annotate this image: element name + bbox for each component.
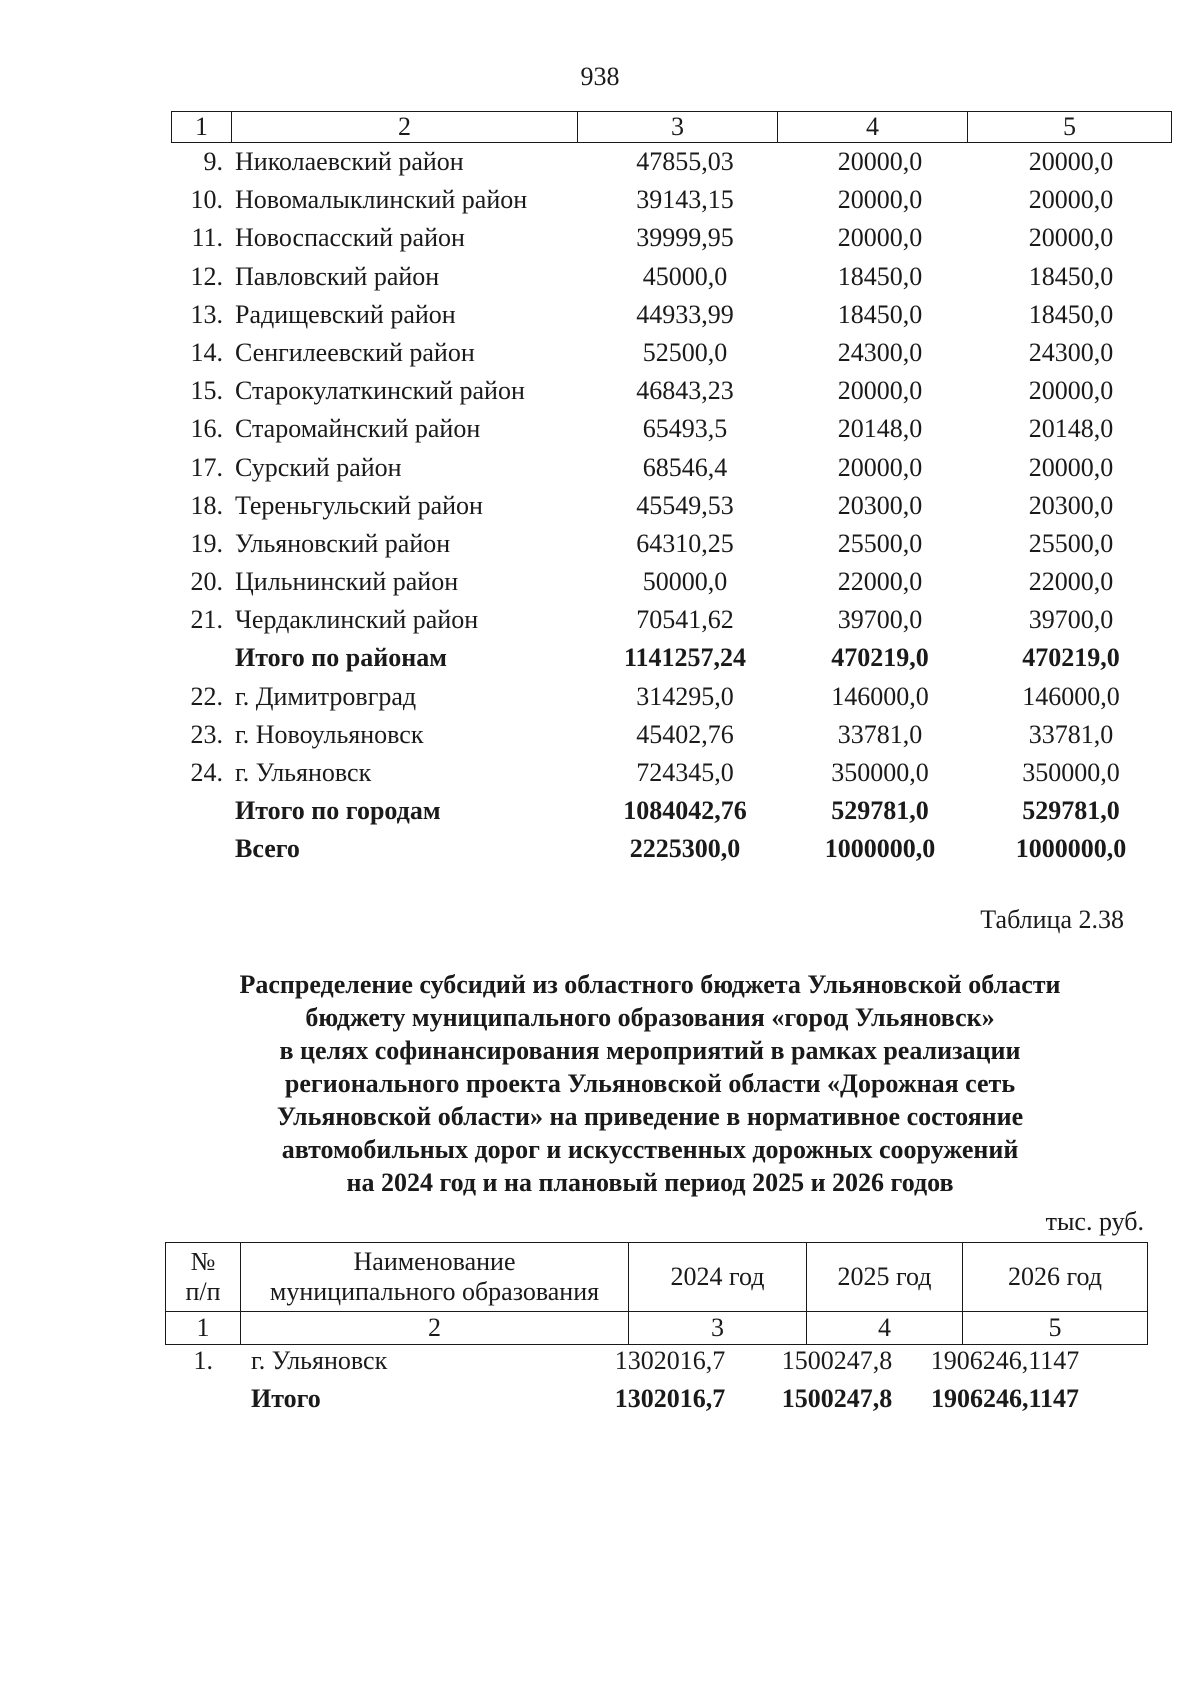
cell-v4: 25500,0: [837, 528, 923, 558]
cell-v4: 18450,0: [837, 299, 923, 329]
table-row: [171, 258, 1171, 296]
table2-index-3: 3: [629, 1312, 807, 1345]
cell-v4: 24300,0: [837, 337, 923, 367]
cell-num: 1.: [193, 1346, 213, 1375]
cell-v5: 146000,0: [1022, 681, 1120, 711]
cell-name: Всего: [235, 834, 300, 864]
cell-num: 14.: [190, 337, 223, 367]
cell-name: Чердаклинский район: [235, 605, 479, 635]
table1-header-col2: 2: [232, 112, 578, 143]
cell-v4: 22000,0: [837, 567, 923, 597]
cell-b: 1500247,8: [781, 1384, 893, 1413]
cell-v3: 39999,95: [636, 223, 734, 253]
cell-v3: 47855,03: [636, 147, 734, 176]
cell-v5: 39700,0: [1028, 605, 1114, 635]
table-row: [171, 792, 1171, 830]
cell-v3: 64310,25: [636, 528, 734, 558]
title-line: автомобильных дорог и искусственных дорожных сооружений: [281, 1135, 1019, 1164]
cell-v4: 20148,0: [837, 414, 923, 444]
cell-v4: 20000,0: [837, 452, 923, 482]
cell-num: [165, 1380, 213, 1418]
table2-index-5: 5: [963, 1312, 1148, 1345]
cell-v4: 20300,0: [837, 490, 923, 520]
cell-num: 13.: [190, 299, 223, 329]
cell-name: Старокулаткинский район: [235, 376, 525, 406]
cell-name: Павловский район: [235, 261, 440, 291]
cell-b: 1500247,8: [781, 1346, 893, 1375]
cell-num: 19.: [190, 528, 223, 558]
cell-v3: 46843,23: [636, 376, 734, 406]
table-row: [171, 716, 1171, 754]
table2-index-4: 4: [807, 1312, 963, 1345]
cell-v5: 470219,0: [1022, 643, 1120, 673]
table2-index-2: 2: [241, 1312, 629, 1345]
title-line: Ульяновской области» на приведение в нормативное состояние: [276, 1102, 1024, 1131]
cell-v5: 1000000,0: [1015, 834, 1127, 864]
table-row: [171, 410, 1171, 448]
table2-header-2026: 2026 год: [963, 1243, 1148, 1312]
table1-header-col1: 1: [172, 112, 232, 143]
cell-v4: 529781,0: [831, 796, 929, 826]
cell-name: Итого: [251, 1384, 321, 1413]
cell-c: 1906246,1147: [930, 1346, 1080, 1375]
table-row: [171, 487, 1171, 525]
table-row: [165, 1342, 1155, 1380]
table1-header-col3: 3: [578, 112, 778, 143]
cell-num: 12.: [190, 261, 223, 291]
table-label: Таблица 2.38: [980, 905, 1124, 934]
cell-v4: 20000,0: [837, 185, 923, 215]
cell-v5: 25500,0: [1028, 528, 1114, 558]
cell-num: 18.: [190, 490, 223, 520]
cell-v3: 50000,0: [642, 567, 728, 597]
cell-v3: 44933,99: [636, 299, 734, 329]
cell-name: Старомайнский район: [235, 414, 481, 444]
cell-name: Новомалыклинский район: [235, 185, 528, 215]
table2-header-num-line1: №: [190, 1247, 216, 1276]
table-row: [171, 754, 1171, 792]
cell-v3: 70541,62: [636, 605, 734, 635]
cell-v4: 18450,0: [837, 261, 923, 291]
title-line: бюджету муниципального образования «город Ульяновск»: [305, 1003, 995, 1032]
cell-c: 1906246,1147: [930, 1384, 1080, 1413]
cell-v5: 20000,0: [1028, 223, 1114, 253]
cell-v4: 33781,0: [837, 719, 923, 749]
cell-v3: 39143,15: [636, 185, 734, 215]
table-row: [171, 143, 1171, 181]
table-row: [171, 449, 1171, 487]
units-label: тыс. руб.: [1045, 1207, 1144, 1236]
cell-v5: 18450,0: [1028, 261, 1114, 291]
cell-v3: 68546,4: [642, 452, 728, 482]
cell-v3: 1084042,76: [623, 796, 747, 826]
cell-name: Николаевский район: [235, 147, 464, 176]
table-row: [171, 334, 1171, 372]
table2-header-2024: 2024 год: [629, 1243, 807, 1312]
cell-num: 20.: [190, 567, 223, 597]
table-row: [171, 639, 1171, 677]
table-row: [171, 219, 1171, 257]
cell-v5: 20000,0: [1028, 147, 1114, 176]
table-row: [171, 563, 1171, 601]
cell-name: г. Димитровград: [235, 681, 417, 711]
cell-name: г. Новоульяновск: [235, 719, 424, 749]
table1-body: [171, 143, 1171, 869]
title-line: Распределение субсидий из областного бюджета Ульяновской области: [239, 970, 1061, 999]
table-row: [171, 601, 1171, 639]
cell-v5: 22000,0: [1028, 567, 1114, 597]
cell-name: Тереньгульский район: [235, 490, 483, 520]
cell-num: 23.: [190, 719, 223, 749]
cell-num: 9.: [203, 147, 223, 176]
cell-name: Итого по городам: [235, 796, 441, 826]
cell-num: 11.: [191, 223, 223, 253]
cell-num: 10.: [190, 185, 223, 215]
table2-header-name-line1: Наименование: [353, 1247, 516, 1276]
cell-v5: 20300,0: [1028, 490, 1114, 520]
cell-v4: 39700,0: [837, 605, 923, 635]
table2-header: [165, 1242, 1148, 1345]
cell-v5: 20000,0: [1028, 452, 1114, 482]
cell-num: 17.: [190, 452, 223, 482]
cell-v3: 52500,0: [642, 337, 728, 367]
table2-body: [165, 1342, 1155, 1418]
cell-v3: 314295,0: [636, 681, 734, 711]
table2-header-num: [166, 1243, 241, 1312]
cell-num: 24.: [190, 758, 223, 787]
cell-num: 21.: [190, 605, 223, 635]
table1-header: [171, 111, 1172, 143]
table2-header-num-line2: п/п: [185, 1277, 221, 1306]
table-row: [171, 525, 1171, 563]
table1-header-col5: 5: [968, 112, 1172, 143]
table2-header-name-line2: муниципального образования: [269, 1277, 600, 1306]
cell-v4: 1000000,0: [824, 834, 936, 864]
cell-v3: 1141257,24: [623, 643, 747, 673]
table2-header-2025: 2025 год: [807, 1243, 963, 1312]
table-row: [171, 181, 1171, 219]
cell-name: Цильнинский район: [235, 567, 459, 597]
cell-v5: 20000,0: [1028, 185, 1114, 215]
table-row: [171, 296, 1171, 334]
title-line: регионального проекта Ульяновской области «Дорожная сеть: [284, 1069, 1016, 1098]
title-line: в целях софинансирования мероприятий в рамках реализации: [279, 1036, 1021, 1065]
cell-name: Итого по районам: [235, 643, 447, 673]
cell-v5: 20148,0: [1028, 414, 1114, 444]
cell-name: Новоспасский район: [235, 223, 465, 253]
cell-num: [171, 792, 223, 830]
cell-v4: 470219,0: [831, 643, 929, 673]
cell-v5: 529781,0: [1022, 796, 1120, 826]
cell-v3: 45402,76: [636, 719, 734, 749]
cell-num: [171, 830, 223, 868]
cell-num: 16.: [190, 414, 223, 444]
cell-v3: 45549,53: [636, 490, 734, 520]
page-number: 938: [580, 62, 620, 91]
table2-header-name: [241, 1243, 629, 1312]
table-row: [171, 372, 1171, 410]
cell-a: 1302016,7: [614, 1346, 726, 1375]
cell-v4: 146000,0: [831, 681, 929, 711]
cell-v3: 2225300,0: [629, 834, 741, 864]
table-row: [171, 678, 1171, 716]
cell-num: 22.: [190, 681, 223, 711]
cell-name: Сурский район: [235, 452, 402, 482]
cell-name: г. Ульяновск: [251, 1346, 388, 1375]
cell-v4: 20000,0: [837, 223, 923, 253]
cell-v4: 20000,0: [837, 376, 923, 406]
cell-v3: 65493,5: [642, 414, 728, 444]
title-line: на 2024 год и на плановый период 2025 и 2026 годов: [346, 1168, 954, 1197]
cell-a: 1302016,7: [614, 1384, 726, 1413]
cell-num: [171, 639, 223, 677]
table-row: [165, 1380, 1155, 1418]
cell-num: 15.: [190, 376, 223, 406]
cell-name: Сенгилеевский район: [235, 337, 475, 367]
cell-v5: 33781,0: [1028, 719, 1114, 749]
cell-v5: 18450,0: [1028, 299, 1114, 329]
table2-title: [150, 968, 1150, 1199]
cell-name: Радищевский район: [235, 299, 456, 329]
cell-v4: 350000,0: [831, 758, 929, 787]
cell-v5: 350000,0: [1022, 758, 1120, 787]
cell-v4: 20000,0: [837, 147, 923, 176]
cell-v3: 724345,0: [636, 758, 734, 787]
cell-v5: 24300,0: [1028, 337, 1114, 367]
table1-header-col4: 4: [778, 112, 968, 143]
table-row: [171, 830, 1171, 868]
cell-name: г. Ульяновск: [235, 758, 372, 787]
cell-v3: 45000,0: [642, 261, 728, 291]
table2-index-1: 1: [166, 1312, 241, 1345]
cell-v5: 20000,0: [1028, 376, 1114, 406]
cell-name: Ульяновский район: [235, 528, 451, 558]
